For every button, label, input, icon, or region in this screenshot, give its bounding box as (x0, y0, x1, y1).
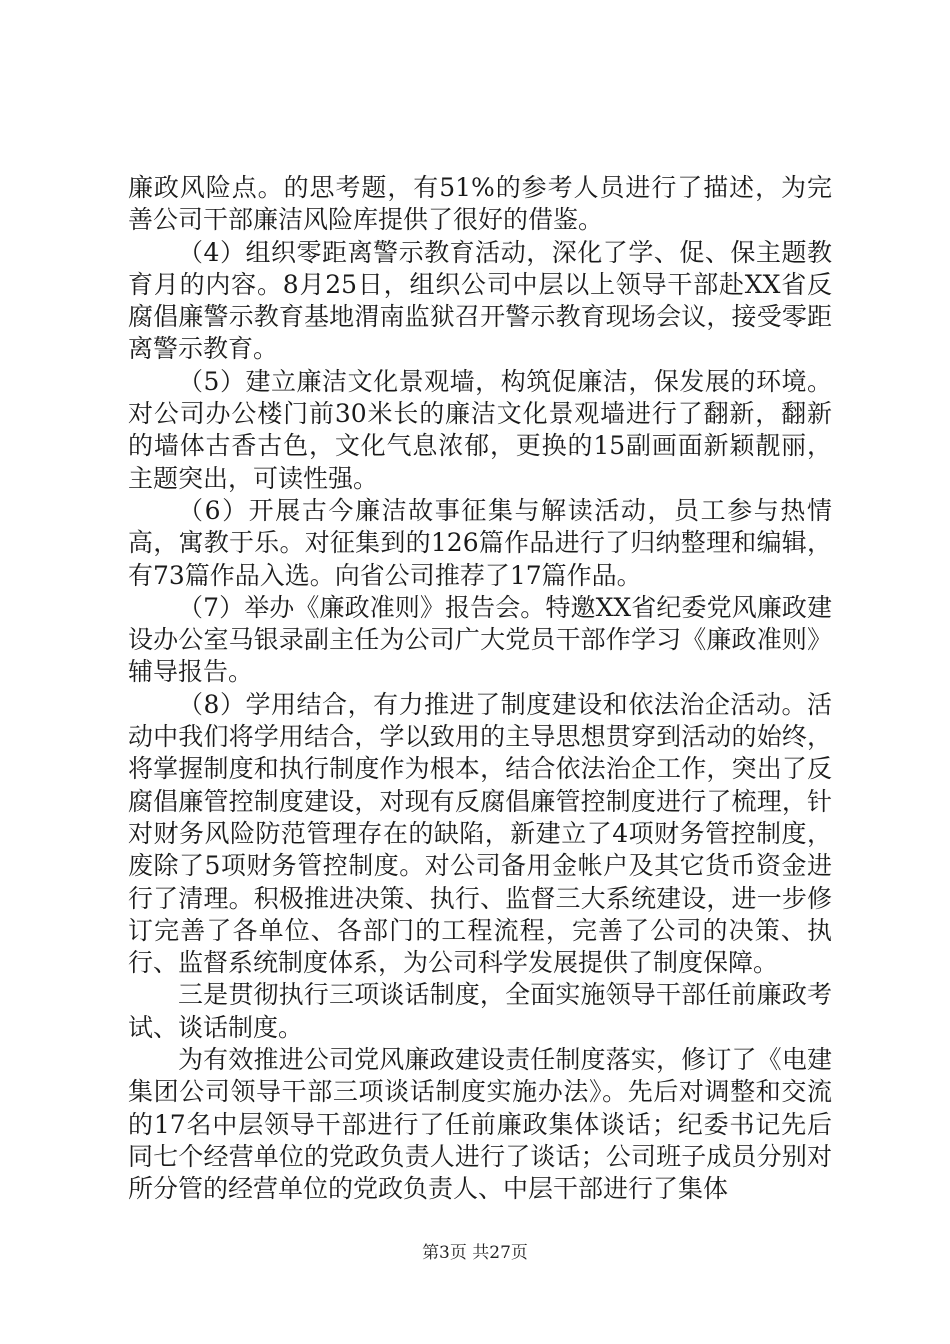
document-body (128, 172, 832, 1206)
paragraph-talk-system: 为有效推进公司党风廉政建设责任制度落实，修订了《电建集团公司领导干部三项谈话制度实施办法》。先后对调整和交流的17名中层领导干部进行了任前廉政集体谈话；纪委书记先后同七个经营单位的党政负责人进行了谈话；公司班子成员分别对所分管的经营单位的党政负责人、中层干部进行了集体 (128, 1045, 832, 1204)
page-footer: 第3页 共27页 (422, 1243, 528, 1263)
paragraph-item-7: （7）举办《廉政准则》报告会。特邀XX省纪委党风廉政建设办公室马银录副主任为公司广大党员干部作学习《廉政准则》辅导报告。 (128, 592, 832, 687)
paragraph-item-6: （6）开展古今廉洁故事征集与解读活动，员工参与热情高，寓教于乐。对征集到的126篇作品进行了归纳整理和编辑，有73篇作品入选。向省公司推荐了17篇作品。 (128, 495, 832, 590)
paragraph-section-three: 三是贯彻执行三项谈话制度，全面实施领导干部任前廉政考试、谈话制度。 (128, 980, 832, 1042)
paragraph-item-4: （4）组织零距离警示教育活动，深化了学、促、保主题教育月的内容。8月25日，组织公司中层以上领导干部赴XX省反腐倡廉警示教育基地渭南监狱召开警示教育现场会议，接受零距离警示教育。 (128, 237, 832, 364)
paragraph-item-8: （8）学用结合，有力推进了制度建设和依法治企活动。活动中我们将学用结合，学以致用的主导思想贯穿到活动的始终，将掌握制度和执行制度作为根本，结合依法治企工作，突出了反腐倡廉管控制度建设，对现有反腐倡廉管控制度进行了梳理，针对财务风险防范管理存在的缺陷，新建立了4项财务管控制度，废除了5项财务管控制度。对公司备用金帐户及其它货币资金进行了清理。积极推进决策、执行、监督三大系统建设，进一步修订完善了各单位、各部门的工程流程，完善了公司的决策、执行、监督系统制度体系，为公司科学发展提供了制度保障。 (128, 689, 832, 978)
paragraph-continuation: 廉政风险点。的思考题，有51%的参考人员进行了描述，为完善公司干部廉洁风险库提供了很好的借鉴。 (128, 173, 832, 235)
paragraph-item-5: （5）建立廉洁文化景观墙，构筑促廉洁，保发展的环境。对公司办公楼门前30米长的廉洁文化景观墙进行了翻新，翻新的墙体古香古色，文化气息浓郁，更换的15副画面新颖靓丽，主题突出，可读性强。 (128, 366, 832, 493)
